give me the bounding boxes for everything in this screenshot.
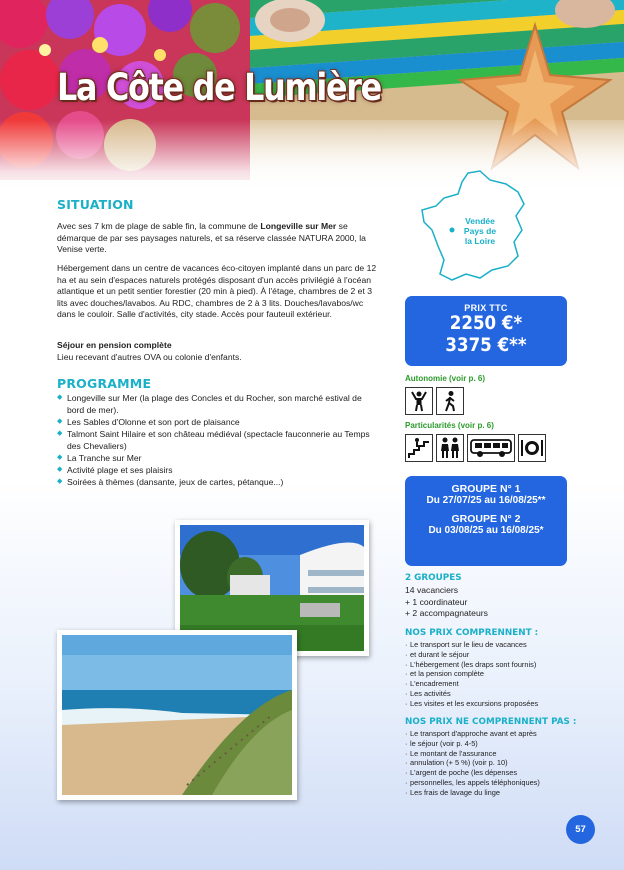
list-item: ◆ Soirées à thèmes (dansante, jeux de cartes, pétanque...): [57, 476, 377, 488]
map-label-pays: Pays de: [463, 226, 497, 236]
page-number: 57: [566, 815, 595, 844]
situation-text-2: se démarque de par ses paysages naturels, et sa réserve classée NATURA 2000, la Venise verte.: [57, 221, 366, 255]
price-label: PRIX TTC: [464, 303, 508, 313]
price-value-1: 2250 €*: [449, 313, 523, 334]
beach-photo: [57, 630, 297, 800]
list-item: · Le montant de l'assurance: [405, 749, 575, 759]
excluded-heading: NOS PRIX NE COMPRENNENT PAS :: [405, 717, 577, 727]
programme-list: [57, 392, 377, 488]
list-item: · Les activités: [405, 689, 575, 699]
composition-line: + 2 accompagnateurs: [405, 608, 488, 618]
group-1-title: GROUPE N° 1: [451, 483, 521, 495]
particularites-icons: [405, 434, 546, 462]
list-item: · Les frais de lavage du linge: [405, 788, 575, 798]
person-arms-up-icon: [405, 387, 433, 415]
list-item: · le séjour (voir p. 4-5): [405, 739, 575, 749]
page-title: La Côte de Lumière: [57, 66, 381, 109]
list-item: · L'encadrement: [405, 679, 575, 689]
group-2-title: GROUPE N° 2: [451, 513, 521, 525]
stairs-icon: [405, 434, 433, 462]
list-item: · L'hébergement (les draps sont fournis): [405, 660, 575, 670]
groups-box: [405, 476, 567, 566]
composition-line: 14 vacanciers: [405, 585, 459, 595]
list-item: · Le transport sur le lieu de vacances: [405, 640, 575, 650]
programme-heading: PROGRAMME: [57, 376, 152, 391]
map-region-label: [456, 216, 504, 246]
list-item: · L'argent de poche (les dépenses: [405, 768, 575, 778]
situation-paragraph-2: Hébergement dans un centre de vacances éco-citoyen implanté dans un parc de 12 ha et au sein d'espaces naturels protégés disposant d'un accès privilégié à l'océan atlantique et un petit sentier forestier (20 min à pied). À l'étage, chambres de 2 et 3 lits avec douches/lavabos. Au RDC, chambres de 2 à 3 lits. Douches/lavabos/wc dans le couloir. Salle d'activités, city stade. Accès pour fauteuil extérieur.: [57, 263, 377, 320]
town-name: Longeville sur Mer: [260, 221, 337, 231]
situation-paragraph-3: [57, 340, 382, 363]
excluded-list: [405, 729, 575, 798]
couple-icon: [436, 434, 464, 462]
situation-paragraph-1: [57, 221, 382, 256]
list-item: · et durant le séjour: [405, 650, 575, 660]
price-value-2: 3375 €**: [445, 335, 527, 356]
meal-icon: [518, 434, 546, 462]
list-item: · personnelles, les appels téléphoniques): [405, 778, 575, 788]
list-item: ◆ La Tranche sur Mer: [57, 452, 377, 464]
composition-line: + 1 coordinateur: [405, 596, 468, 607]
list-item: · Les visites et les excursions proposées: [405, 699, 575, 709]
included-list: [405, 640, 575, 709]
list-item: · et la pension complète: [405, 669, 575, 679]
bus-icon: [467, 434, 515, 462]
list-item: ◆ Longeville sur Mer (la plage des Concles et du Rocher, son marché estival de bord de mer).: [57, 392, 377, 416]
pension-label: Séjour en pension complète: [57, 340, 172, 350]
list-item: ◆ Les Sables d'Olonne et son port de plaisance: [57, 416, 377, 428]
map-label-loire: la Loire: [464, 236, 496, 246]
list-item: ◆ Talmont Saint Hilaire et son château médiéval (spectacle fauconnerie au Temps des Chevaliers): [57, 428, 377, 452]
price-box: [405, 296, 567, 366]
group-1-dates: Du 27/07/25 au 16/08/25**: [426, 495, 546, 506]
situation-text: Avec ses 7 km de plage de sable fin, la commune de: [57, 221, 261, 231]
list-item: · Le transport d'approche avant et après: [405, 729, 575, 739]
groups-count-heading: 2 GROUPES: [405, 573, 462, 583]
walking-person-icon: [436, 387, 464, 415]
autonomie-icons: [405, 387, 464, 415]
included-heading: NOS PRIX COMPRENNENT :: [405, 628, 539, 638]
particularites-heading: Particularités (voir p. 6): [405, 421, 494, 430]
group-2-dates: Du 03/08/25 au 16/08/25*: [428, 525, 544, 536]
map-label-vendee: Vendée: [465, 216, 495, 226]
composition-text: [405, 585, 570, 620]
autonomie-heading: Autonomie (voir p. 6): [405, 374, 485, 383]
situation-heading: SITUATION: [57, 197, 134, 212]
pension-text: Lieu recevant d'autres OVA ou colonie d'enfants.: [57, 351, 242, 362]
list-item: ◆ Activité plage et ses plaisirs: [57, 464, 377, 476]
list-item: · annulation (+ 5 %) (voir p. 10): [405, 758, 575, 768]
